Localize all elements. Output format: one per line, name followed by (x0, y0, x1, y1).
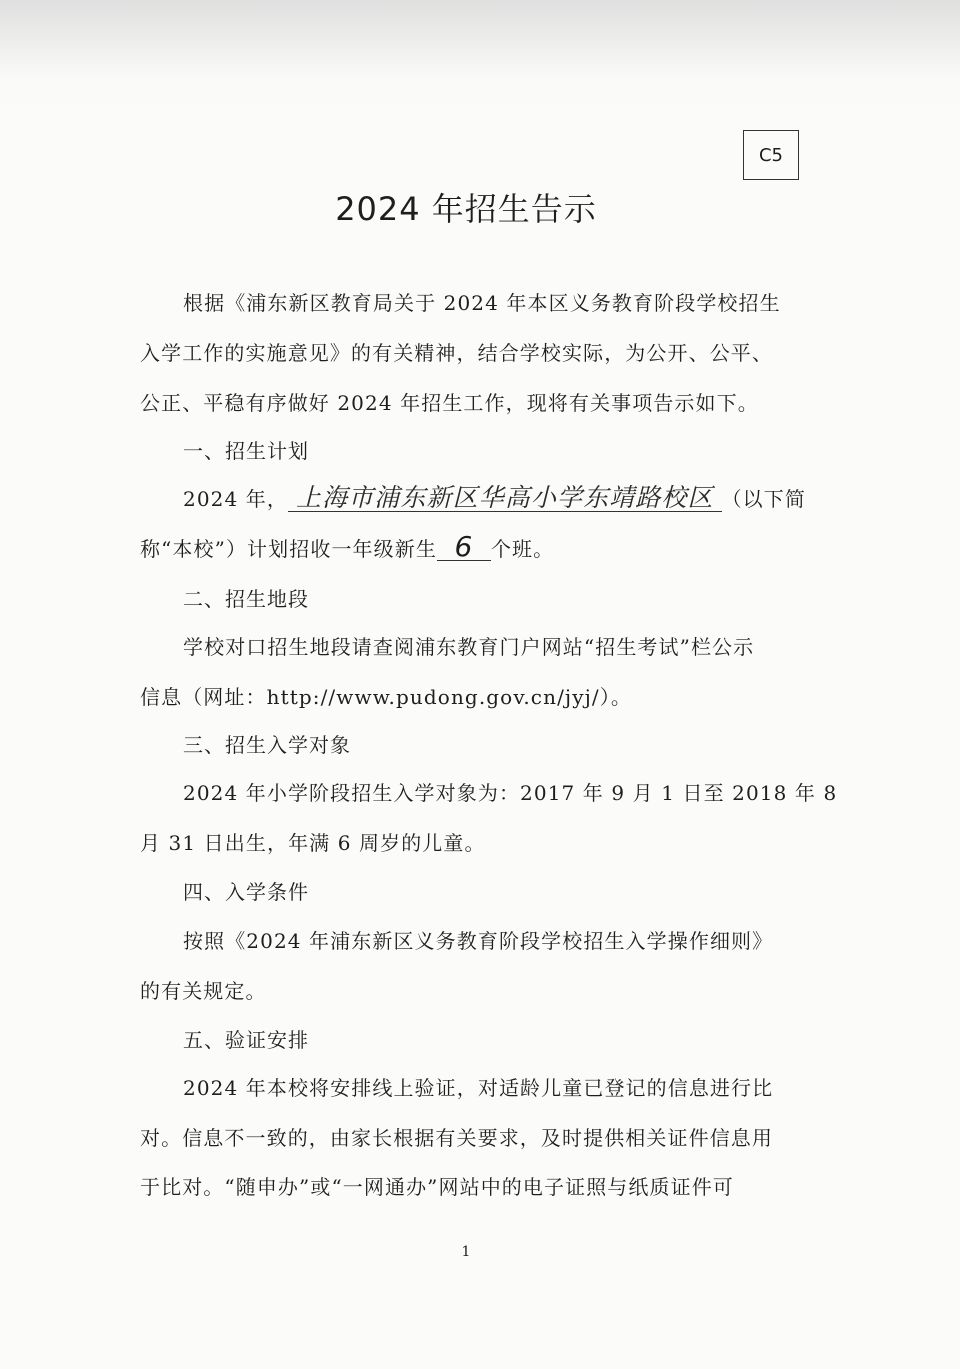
plan-line-1-prefix: 2024 年， (183, 487, 288, 511)
scan-shadow (0, 0, 960, 110)
plan-line-2 (140, 530, 555, 564)
zone-line-2: 信息（网址：http://www.pudong.gov.cn/jyj/）。 (140, 685, 632, 709)
section-heading-zone: 二、招生地段 (183, 587, 309, 611)
verification-line-2: 对。信息不一致的，由家长根据有关要求，及时提供相关证件信息用 (140, 1126, 773, 1150)
plan-line-1-suffix: （以下简 (721, 487, 806, 511)
verification-line-1: 2024 年本校将安排线上验证，对适龄儿童已登记的信息进行比 (183, 1076, 774, 1100)
section-heading-verification: 五、验证安排 (183, 1028, 309, 1052)
target-line-2: 月 31 日出生，年满 6 周岁的儿童。 (140, 831, 486, 855)
handwritten-class-count: 6 (437, 534, 491, 561)
plan-line-2-suffix: 个班。 (490, 537, 555, 561)
verification-line-3: 于比对。“随申办”或“一网通办”网站中的电子证照与纸质证件可 (140, 1175, 734, 1199)
page-number: 1 (461, 1244, 471, 1260)
section-heading-plan: 一、招生计划 (183, 439, 309, 463)
conditions-line-2: 的有关规定。 (140, 979, 267, 1003)
plan-line-1 (183, 484, 806, 514)
plan-line-2-prefix: 称“本校”）计划招收一年级新生 (140, 537, 437, 561)
conditions-line-1: 按照《2024 年浦东新区义务教育阶段学校招生入学操作细则》 (183, 929, 774, 953)
document-title: 2024 年招生告示 (335, 190, 597, 228)
zone-line-1: 学校对口招生地段请查阅浦东教育门户网站“招生考试”栏公示 (183, 635, 755, 659)
section-heading-conditions: 四、入学条件 (183, 880, 309, 904)
intro-line-1: 根据《浦东新区教育局关于 2024 年本区义务教育阶段学校招生 (183, 291, 781, 315)
document-code-box: C5 (743, 130, 799, 180)
intro-line-2: 入学工作的实施意见》的有关精神，结合学校实际，为公开、公平、 (140, 341, 773, 365)
handwritten-school-name: 上海市浦东新区华高小学东靖路校区 (288, 485, 722, 512)
section-heading-target: 三、招生入学对象 (183, 733, 351, 757)
target-line-1: 2024 年小学阶段招生入学对象为：2017 年 9 月 1 日至 2018 年 8 (183, 781, 838, 805)
intro-line-3: 公正、平稳有序做好 2024 年招生工作，现将有关事项告示如下。 (140, 391, 759, 415)
